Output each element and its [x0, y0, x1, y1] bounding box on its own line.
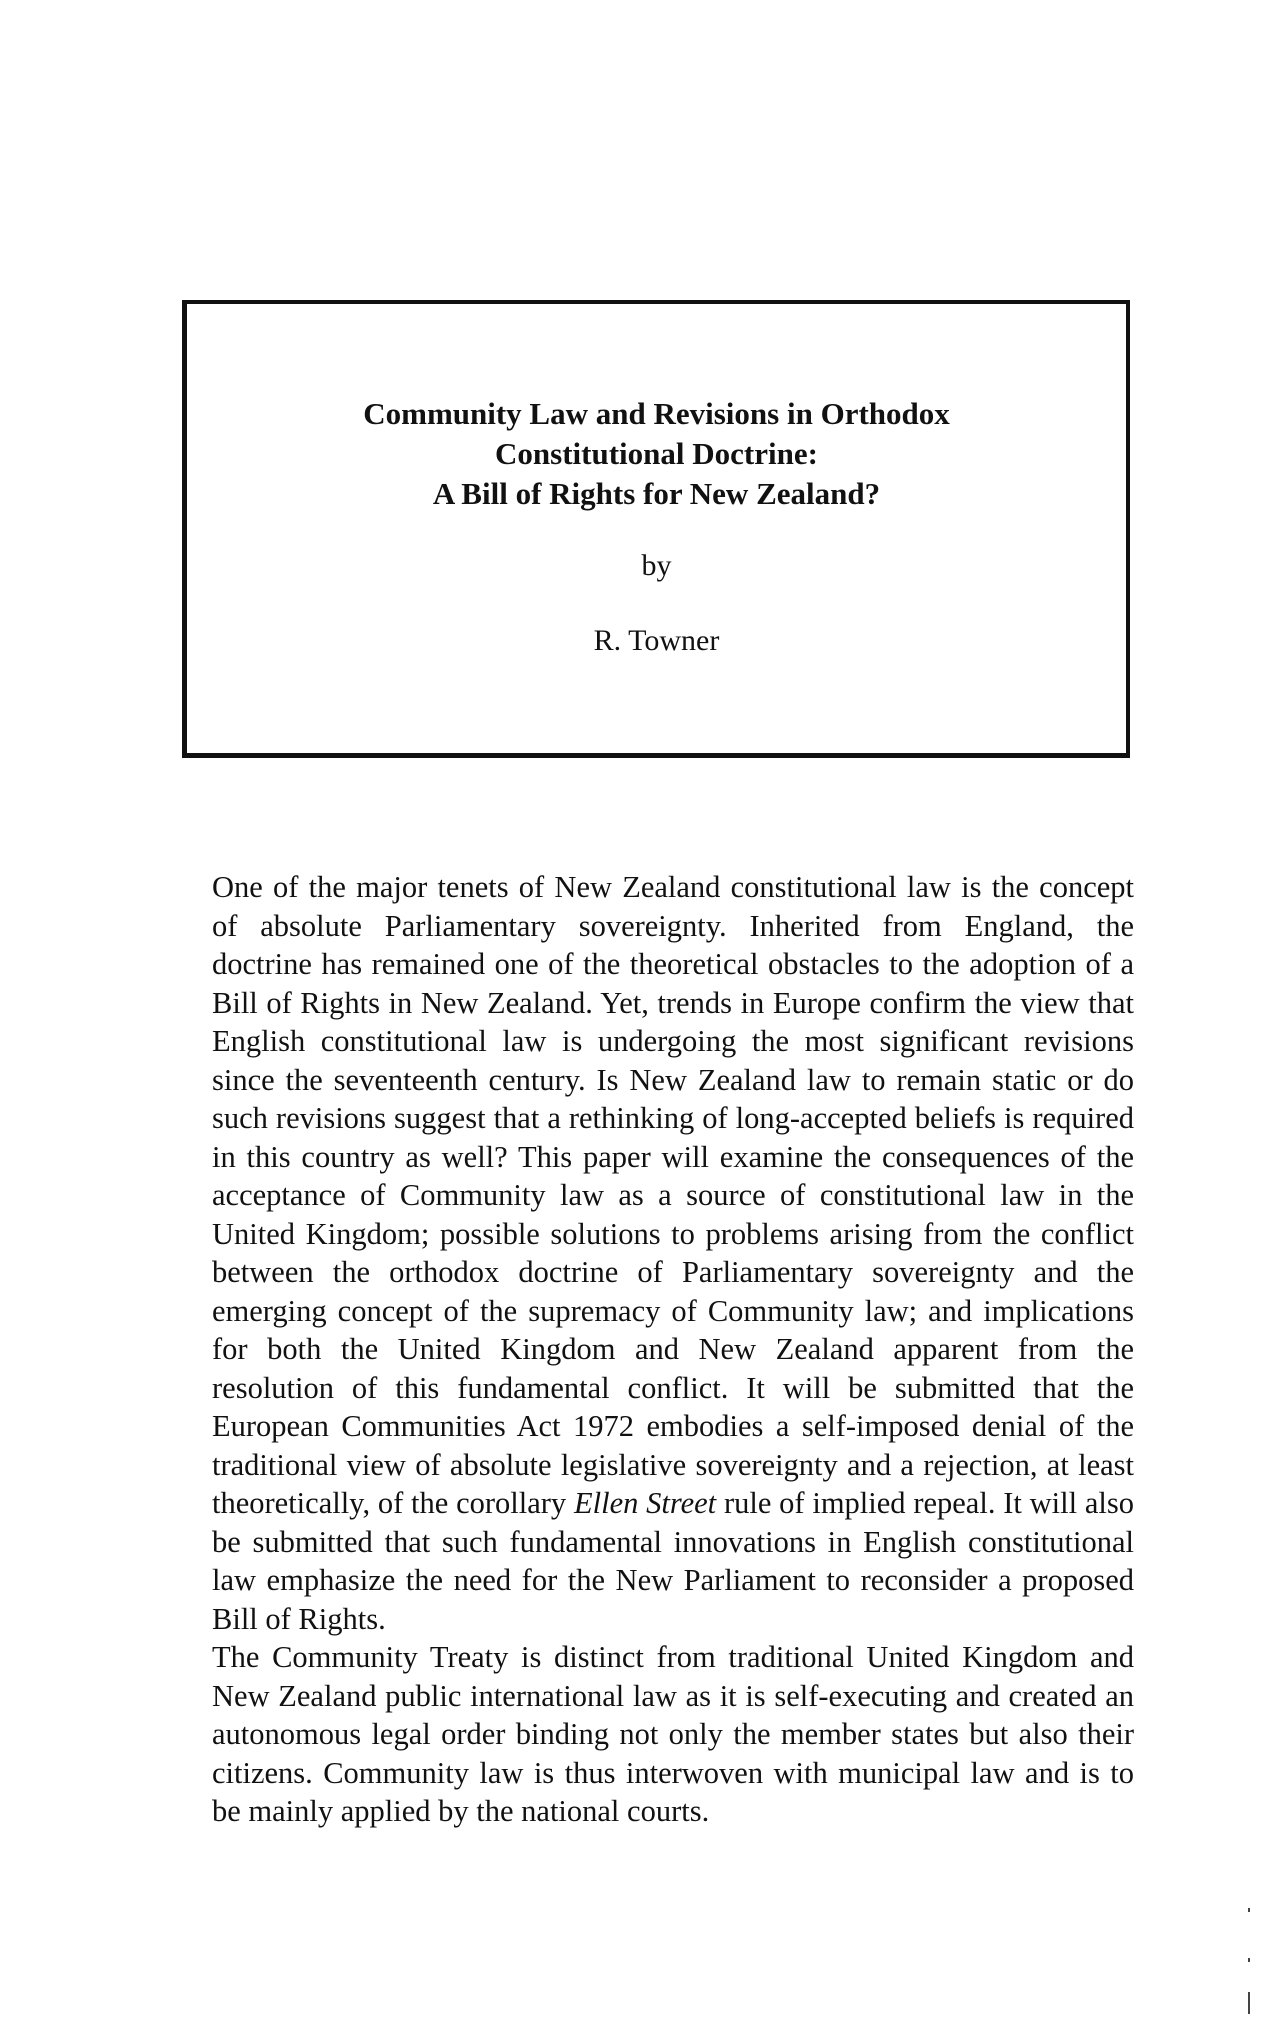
- title-box: [182, 300, 1130, 758]
- article-body: [212, 868, 1134, 1831]
- paragraph-1-part-2: rule of implied repeal. It will also be submitted that such fundamental innovations in English constitutional law emphasize the need for the New Parliament to reconsider a proposed Bill of Rights.: [212, 1486, 1135, 1636]
- article-title: [187, 394, 1126, 514]
- title-line-1: Community Law and Revisions in Orthodox: [363, 396, 950, 431]
- paragraph-2: The Community Treaty is distinct from traditional United Kingdom and New Zealand public international law as it is self-executing and created an autonomous legal order binding not only the member states but also their citizens. Community law is thus interwoven with municipal law and is to be mainly applied by the national courts.: [212, 1640, 1134, 1828]
- margin-mark: [1248, 1992, 1250, 2014]
- paragraph-1: [212, 868, 1134, 1638]
- author-name: R. Towner: [593, 624, 720, 657]
- paragraph-1-part-1: One of the major tenets of New Zealand constitutional law is the concept of absolute Parliamentary sovereignty. Inherited from England, the doctrine has remained one of the theoretical obstacles to the adoption of a Bill of Rights in New Zealand. Yet, trends in Europe confirm the view that English constitutional law is undergoing the most significant revisions since the seventeenth century. Is New Zealand law to remain static or do such revisions suggest that a rethinking of long-accepted beliefs is required in this country as well? This paper will examine the consequences of the acceptance of Community law as a source of constitutional law in the United Kingdom; possible solutions to problems arising from the conflict between the orthodox doctrine of Parliamentary sovereignty and the emerging concept of the supremacy of Community law; and implications for both the United Kingdom and New Zealand apparent from the resolution of this fundamental conflict. It will be submitted that the European Communities Act 1972 embodies a self-imposed denial of the traditional view of absolute legislative sovereignty and a rejection, at least theoretically, of the corollary: [212, 870, 1134, 1520]
- margin-mark: [1248, 1908, 1250, 1912]
- title-line-3: A Bill of Rights for New Zealand?: [432, 476, 881, 511]
- margin-marks: [1246, 1900, 1252, 2020]
- margin-mark: [1248, 1958, 1250, 1962]
- title-line-2: Constitutional Doctrine:: [495, 436, 818, 471]
- paragraph-1-italic: Ellen Street: [573, 1486, 717, 1520]
- by-label: by: [641, 549, 672, 582]
